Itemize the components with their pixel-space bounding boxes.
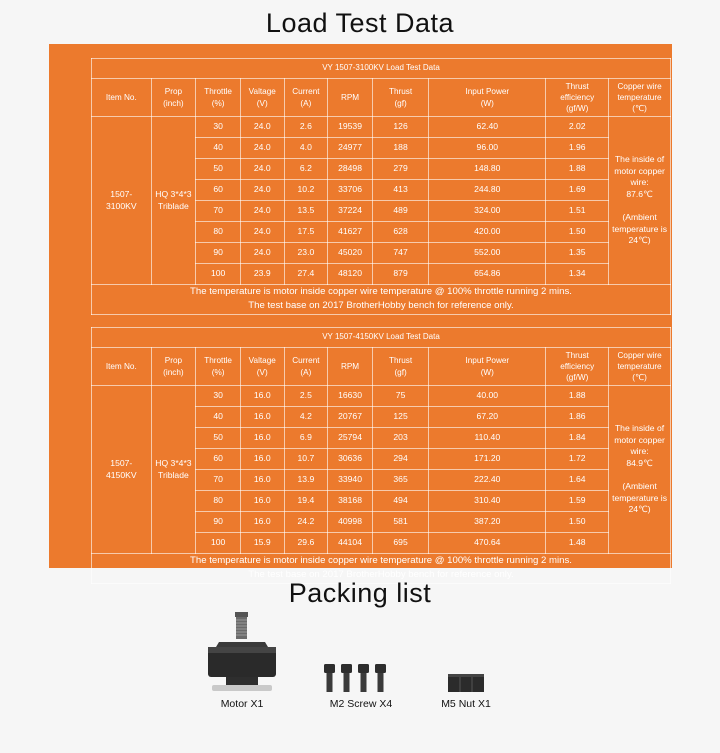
packing-list-heading: Packing list	[288, 578, 432, 608]
table-cell: 30	[196, 386, 241, 407]
table-footnote: The temperature is motor inside copper wire temperature @ 100% throttle running 2 mins. The test base on 2017 BrotherHobby bench for reference only.	[92, 285, 671, 315]
table-cell: 1.50	[546, 222, 609, 243]
table-cell: 100	[196, 533, 241, 554]
table-row	[92, 117, 671, 138]
table-cell: 41627	[328, 222, 373, 243]
table-cell: 67.20	[429, 407, 546, 428]
table-cell: 90	[196, 512, 241, 533]
table-cell: 20767	[328, 407, 373, 428]
table-cell: 1.35	[546, 243, 609, 264]
table-cell: 16.0	[240, 491, 284, 512]
table-cell: 4.2	[284, 407, 328, 428]
header-prop: Prop (inch)	[151, 79, 196, 117]
table-cell: 24.0	[240, 180, 284, 201]
table-cell: 27.4	[284, 264, 328, 285]
table-cell: 24.0	[240, 138, 284, 159]
header-rpm: RPM	[328, 348, 373, 386]
table-cell: 24977	[328, 138, 373, 159]
table-cell: 413	[372, 180, 428, 201]
table-cell: 489	[372, 201, 428, 222]
load-test-table-3100kv	[91, 58, 671, 315]
header-efficiency: Thrust efficiency (gf/W)	[546, 79, 609, 117]
table-cell: 70	[196, 201, 241, 222]
table-cell: 25794	[328, 428, 373, 449]
table-cell: 60	[196, 449, 241, 470]
table-cell: 16.0	[240, 386, 284, 407]
temperature-note-cell: The inside of motor copper wire: 87.6℃ (Ambient temperature is 24℃)	[609, 117, 671, 285]
table-cell: 19539	[328, 117, 373, 138]
table-cell: 16.0	[240, 449, 284, 470]
load-test-heading: Load Test Data	[265, 8, 455, 38]
header-throttle: Throttle (%)	[196, 348, 241, 386]
header-current: Current (A)	[284, 348, 328, 386]
table-cell: 365	[372, 470, 428, 491]
table-cell: 2.5	[284, 386, 328, 407]
table-cell: 879	[372, 264, 428, 285]
table-cell: 470.64	[429, 533, 546, 554]
table-cell: 62.40	[429, 117, 546, 138]
table-cell: 60	[196, 180, 241, 201]
table-cell: 279	[372, 159, 428, 180]
table-cell: 80	[196, 491, 241, 512]
table-cell: 16.0	[240, 512, 284, 533]
table-cell: 23.9	[240, 264, 284, 285]
table-cell: 37224	[328, 201, 373, 222]
table-footnote: The temperature is motor inside copper wire temperature @ 100% throttle running 2 mins. The test base on 2017 BrotherHobby bench for reference only.	[92, 554, 671, 584]
item-no-cell: 1507- 3100KV	[92, 117, 152, 285]
table-cell: 125	[372, 407, 428, 428]
table-cell: 90	[196, 243, 241, 264]
table-cell: 244.80	[429, 180, 546, 201]
header-rpm: RPM	[328, 79, 373, 117]
table-cell: 1.86	[546, 407, 609, 428]
header-thrust: Thrust (gf)	[372, 348, 428, 386]
header-voltage: Valtage (V)	[240, 79, 284, 117]
table-cell: 1.51	[546, 201, 609, 222]
table-title: VY 1507-3100KV Load Test Data	[92, 59, 671, 79]
table-cell: 19.4	[284, 491, 328, 512]
header-prop: Prop (inch)	[151, 348, 196, 386]
table-cell: 50	[196, 159, 241, 180]
header-voltage: Valtage (V)	[240, 348, 284, 386]
table-cell: 10.2	[284, 180, 328, 201]
table-cell: 494	[372, 491, 428, 512]
load-test-table-4150kv	[91, 327, 671, 584]
table-cell: 695	[372, 533, 428, 554]
table-cell: 80	[196, 222, 241, 243]
table-cell: 10.7	[284, 449, 328, 470]
table-cell: 24.0	[240, 159, 284, 180]
packing-item-nut	[430, 610, 502, 710]
packing-item-screws	[318, 610, 404, 710]
table-cell: 222.40	[429, 470, 546, 491]
table-cell: 40.00	[429, 386, 546, 407]
table-cell: 1.96	[546, 138, 609, 159]
table-cell: 6.9	[284, 428, 328, 449]
table-cell: 1.59	[546, 491, 609, 512]
table-cell: 203	[372, 428, 428, 449]
table-cell: 110.40	[429, 428, 546, 449]
table-cell: 1.72	[546, 449, 609, 470]
table-cell: 50	[196, 428, 241, 449]
table-cell: 171.20	[429, 449, 546, 470]
table-cell: 581	[372, 512, 428, 533]
table-cell: 16.0	[240, 470, 284, 491]
table-cell: 16630	[328, 386, 373, 407]
packing-label-motor: Motor X1	[220, 698, 264, 710]
table-cell: 29.6	[284, 533, 328, 554]
table-cell: 48120	[328, 264, 373, 285]
table-cell: 1.69	[546, 180, 609, 201]
table-cell: 1.88	[546, 159, 609, 180]
table-cell: 654.86	[429, 264, 546, 285]
header-temperature: Copper wire temperature (℃)	[609, 79, 671, 117]
table-cell: 24.0	[240, 243, 284, 264]
table-cell: 13.5	[284, 201, 328, 222]
table-cell: 24.0	[240, 117, 284, 138]
table-cell: 33706	[328, 180, 373, 201]
header-item-no: Item No.	[92, 79, 152, 117]
table-cell: 6.2	[284, 159, 328, 180]
table-cell: 23.0	[284, 243, 328, 264]
temperature-note-cell: The inside of motor copper wire: 84.9℃ (Ambient temperature is 24℃)	[609, 386, 671, 554]
packing-item-motor	[196, 610, 288, 710]
header-temperature: Copper wire temperature (℃)	[609, 348, 671, 386]
prop-cell: HQ 3*4*3 Triblade	[151, 386, 196, 554]
table-cell: 1.88	[546, 386, 609, 407]
table-cell: 552.00	[429, 243, 546, 264]
table-cell: 44104	[328, 533, 373, 554]
table-cell: 40	[196, 407, 241, 428]
table-cell: 45020	[328, 243, 373, 264]
screw-icon	[318, 610, 404, 692]
table-cell: 100	[196, 264, 241, 285]
table-cell: 28498	[328, 159, 373, 180]
table-cell: 30636	[328, 449, 373, 470]
table-cell: 24.2	[284, 512, 328, 533]
table-cell: 40	[196, 138, 241, 159]
table-cell: 188	[372, 138, 428, 159]
table-cell: 30	[196, 117, 241, 138]
table-cell: 70	[196, 470, 241, 491]
table-cell: 16.0	[240, 407, 284, 428]
table-cell: 13.9	[284, 470, 328, 491]
table-cell: 2.6	[284, 117, 328, 138]
header-input-power: Input Power (W)	[429, 348, 546, 386]
table-cell: 310.40	[429, 491, 546, 512]
table-cell: 1.84	[546, 428, 609, 449]
table-cell: 33940	[328, 470, 373, 491]
table-cell: 1.64	[546, 470, 609, 491]
table-cell: 324.00	[429, 201, 546, 222]
header-input-power: Input Power (W)	[429, 79, 546, 117]
table-cell: 2.02	[546, 117, 609, 138]
table-cell: 628	[372, 222, 428, 243]
header-item-no: Item No.	[92, 348, 152, 386]
table-cell: 747	[372, 243, 428, 264]
nut-icon	[430, 610, 502, 692]
load-test-panel	[49, 44, 672, 581]
table-cell: 126	[372, 117, 428, 138]
packing-label-screws: M2 Screw X4	[329, 698, 393, 710]
motor-icon	[196, 610, 288, 692]
table-cell: 148.80	[429, 159, 546, 180]
header-current: Current (A)	[284, 79, 328, 117]
table-cell: 1.34	[546, 264, 609, 285]
table-cell: 1.50	[546, 512, 609, 533]
header-throttle: Throttle (%)	[196, 79, 241, 117]
table-cell: 420.00	[429, 222, 546, 243]
table-title: VY 1507-4150KV Load Test Data	[92, 328, 671, 348]
table-cell: 4.0	[284, 138, 328, 159]
table-cell: 96.00	[429, 138, 546, 159]
header-thrust: Thrust (gf)	[372, 79, 428, 117]
item-no-cell: 1507- 4150KV	[92, 386, 152, 554]
table-cell: 75	[372, 386, 428, 407]
packing-label-nut: M5 Nut X1	[441, 698, 491, 710]
header-efficiency: Thrust efficiency (gf/W)	[546, 348, 609, 386]
table-cell: 1.48	[546, 533, 609, 554]
prop-cell: HQ 3*4*3 Triblade	[151, 117, 196, 285]
table-cell: 15.9	[240, 533, 284, 554]
table-row	[92, 386, 671, 407]
table-cell: 17.5	[284, 222, 328, 243]
table-cell: 38168	[328, 491, 373, 512]
table-cell: 24.0	[240, 222, 284, 243]
table-cell: 387.20	[429, 512, 546, 533]
table-cell: 40998	[328, 512, 373, 533]
table-cell: 16.0	[240, 428, 284, 449]
table-cell: 294	[372, 449, 428, 470]
table-cell: 24.0	[240, 201, 284, 222]
